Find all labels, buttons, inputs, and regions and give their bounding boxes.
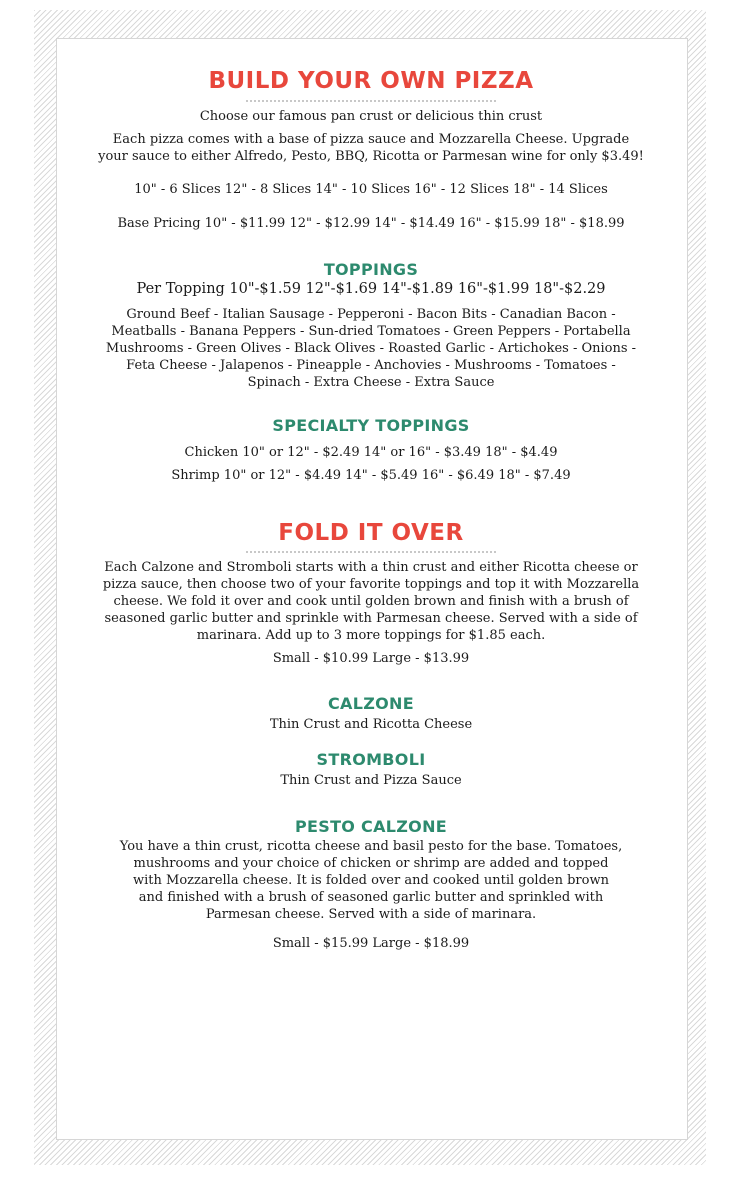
toppings-line: Meatballs - Banana Peppers - Sun-dried Tomatoes - Green Peppers - Portabella	[111, 324, 631, 339]
base-pricing-text: Base Pricing 10" - $11.99 12" - $12.99 14" - $14.49 16" - $15.99 18" - $18.99	[117, 216, 625, 231]
pesto-description-line: with Mozzarella cheese. It is folded over and cooked until golden brown	[133, 873, 609, 888]
pesto-description-line: Parmesan cheese. Served with a side of marinara.	[205, 907, 537, 922]
stromboli-title: STROMBOLI	[316, 750, 426, 769]
fold-description-line: marinara. Add up to 3 more toppings for $1.85 each.	[196, 628, 546, 643]
fold-description-line: Each Calzone and Stromboli starts with a thin crust and either Ricotta cheese or	[104, 560, 638, 575]
toppings-title: TOPPINGS	[323, 260, 419, 279]
calzone-description: Thin Crust and Ricotta Cheese	[269, 717, 473, 732]
pesto-calzone-title: PESTO CALZONE	[294, 817, 447, 836]
calzone-title: CALZONE	[328, 694, 414, 713]
title-divider	[246, 100, 496, 102]
shrimp-pricing: Shrimp 10" or 12" - $4.49 14" - $5.49 16" - $6.49 18" - $7.49	[171, 468, 571, 483]
toppings-line: Ground Beef - Italian Sausage - Pepperoni - Bacon Bits - Canadian Bacon -	[126, 307, 616, 322]
fold-description-line: pizza sauce, then choose two of your favorite toppings and top it with Mozzarella	[102, 577, 640, 592]
toppings-line: Spinach - Extra Cheese - Extra Sauce	[247, 375, 495, 390]
title-divider	[246, 551, 496, 553]
toppings-line: Mushrooms - Green Olives - Black Olives - Roasted Garlic - Artichokes - Onions -	[105, 341, 637, 356]
fold-it-over-title: FOLD IT OVER	[278, 520, 464, 546]
per-topping-price: Per Topping 10"-$1.59 12"-$1.69 14"-$1.89 16"-$1.99 18"-$2.29	[136, 281, 606, 297]
pesto-description-line: You have a thin crust, ricotta cheese and basil pesto for the base. Tomatoes,	[119, 839, 623, 854]
pesto-description-line: and finished with a brush of seasoned garlic butter and sprinkled with	[138, 890, 604, 905]
base-text-line-2: your sauce to either Alfredo, Pesto, BBQ, Ricotta or Parmesan wine for only $3.49!	[98, 149, 644, 164]
stromboli-description: Thin Crust and Pizza Sauce	[280, 773, 462, 788]
build-your-own-title: BUILD YOUR OWN PIZZA	[208, 68, 534, 94]
fold-description-line: seasoned garlic butter and sprinkle with Parmesan cheese. Served with a side of	[104, 611, 638, 626]
slices-text: 10" - 6 Slices 12" - 8 Slices 14" - 10 Slices 16" - 12 Slices 18" - 14 Slices	[134, 182, 608, 197]
fold-description-line: cheese. We fold it over and cook until golden brown and finish with a brush of	[113, 594, 629, 609]
toppings-line: Feta Cheese - Jalapenos - Pineapple - Anchovies - Mushrooms - Tomatoes -	[126, 358, 616, 373]
pesto-price: Small - $15.99 Large - $18.99	[272, 936, 470, 951]
specialty-toppings-title: SPECIALTY TOPPINGS	[272, 416, 470, 435]
chicken-pricing: Chicken 10" or 12" - $2.49 14" or 16" - $3.49 18" - $4.49	[184, 445, 558, 460]
fold-price: Small - $10.99 Large - $13.99	[272, 651, 470, 666]
pesto-description-line: mushrooms and your choice of chicken or shrimp are added and topped	[133, 856, 609, 871]
base-text-line-1: Each pizza comes with a base of pizza sauce and Mozzarella Cheese. Upgrade	[112, 132, 630, 147]
crust-choice-text: Choose our famous pan crust or delicious thin crust	[199, 109, 543, 124]
